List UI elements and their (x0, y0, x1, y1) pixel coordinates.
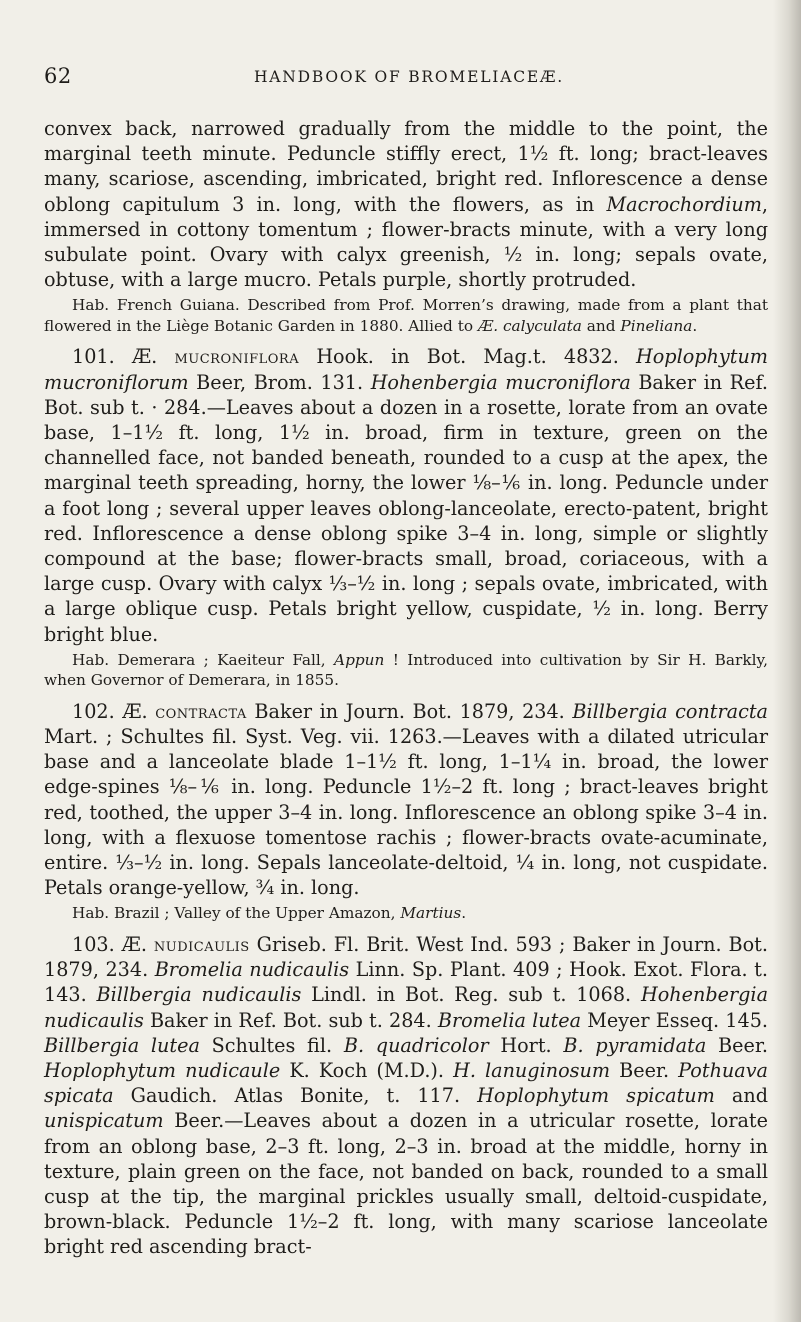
species-102-entry: 102. Æ. contracta Baker in Journ. Bot. 1879, 234. Billbergia contracta Mart. ; Schultes fil. Syst. Veg. vii. 1263.—Leaves with a dilated utricular base and a lanceolate blade 1–1½ ft. long, 1–1¼ in. broad, the lower edge-spines ⅛–⅙ in. long. Peduncle 1½–2 ft. long ; bract-leaves bright red, toothed, the upper 3–4 in. long. Inflorescence an oblong spike 3–4 in. long, with a flexuose tomentose rachis ; flower-bracts ovate-acuminate, entire. ⅓–½ in. long. Sepals lanceolate-deltoid, ¼ in. long, not cuspidate. Petals orange-yellow, ¾ in. long. (44, 699, 768, 900)
continued-habitat: Hab. French Guiana. Described from Prof. Morren’s drawing, made from a plant that flowered in the Liège Botanic Garden in 1880. Allied to Æ. calyculata and Pineliana. (44, 296, 768, 335)
species-102-habitat: Hab. Brazil ; Valley of the Upper Amazon, Martius. (72, 904, 467, 923)
running-head: HANDBOOK OF BROMELIACEÆ. (253, 68, 565, 86)
page-number: 62 (44, 64, 72, 88)
species-101-habitat: Hab. Demerara ; Kaeiteur Fall, Appun ! Introduced into cultivation by Sir H. Barkly, when Governor of Demerara, in 1855. (44, 650, 768, 690)
page-edge-shadow (773, 0, 801, 1322)
species-103-number: 103. (72, 932, 115, 956)
species-102-number: 102. (72, 699, 115, 723)
species-101-number: 101. (72, 345, 115, 369)
species-101-epithet: mucroniflora (174, 345, 300, 369)
species-101-entry: 101. Æ. mucroniflora Hook. in Bot. Mag.t. 4832. Hoplophytum mucroniflorum Beer, Brom. 131. Hohenbergia mucroniflora Baker in Ref. Bot. sub t. · 284.—Leaves about a dozen in a rosette, lorate from an ovate base, 1–1½ ft. long, 1½ in. broad, firm in texture, green on the channelled face, not banded beneath, rounded to a cusp at the apex, the marginal teeth spreading, horny, the lower ⅛–⅙ in. long. Peduncle under a foot long ; several upper leaves oblong-lanceolate, erecto-patent, bright red. Inflorescence a dense oblong spike 3–4 in. long, simple or slightly compound at the base; flower-bracts small, broad, coriaceous, with a large cusp. Ovary with calyx ⅓–½ in. long ; sepals ovate, imbricated, with a large oblique cusp. Petals bright yellow, cuspidate, ½ in. long. Berry bright blue. (44, 345, 768, 646)
species-102-epithet: contracta (155, 699, 247, 723)
species-103-entry: 103. Æ. nudicaulis Griseb. Fl. Brit. West Ind. 593 ; Baker in Journ. Bot. 1879, 234. Bromelia nudicaulis Linn. Sp. Plant. 409 ; Hook. Exot. Flora. t. 143. Billbergia nudicaulis Lindl. in Bot. Reg. sub t. 1068. Hohenbergia nudicaulis Baker in Ref. Bot. sub t. 284. Bromelia lutea Meyer Esseq. 145. Billbergia lutea Schultes fil. B. quadricolor Hort. B. pyramidata Beer. Hoplophytum nudicaule K. Koch (M.D.). H. lanuginosum Beer. Pothuava spicata Gaudich. Atlas Bonite, t. 117. Hoplophytum spicatum and unispicatum Beer.—Leaves about a dozen in a utricular rosette, lorate from an oblong base, 2–3 ft. long, 2–3 in. broad at the middle, horny in texture, plain green on the face, not banded on back, rounded to a small cusp at the tip, the marginal prickles usually small, deltoid-cuspidate, brown-black. Peduncle 1½–2 ft. long, with many scariose lanceolate bright red ascending bract- (44, 932, 769, 1259)
species-103-epithet: nudicaulis (153, 932, 250, 956)
page-body (44, 116, 768, 1260)
page-header (44, 66, 774, 96)
continued-description: convex back, narrowed gradually from the middle to the point, the marginal teeth minute. Peduncle stiffly erect, 1½ ft. long; bract-leaves many, scariose, ascending, imbricated, bright red. Inflorescence a dense oblong capitulum 3 in. long, with the flowers, as in Macrochordium, immersed in cottony tomentum ; flower-bracts minute, with a very long subulate point. Ovary with calyx greenish, ½ in. long; sepals ovate, obtuse, with a large mucro. Petals purple, shortly protruded. (44, 117, 768, 292)
